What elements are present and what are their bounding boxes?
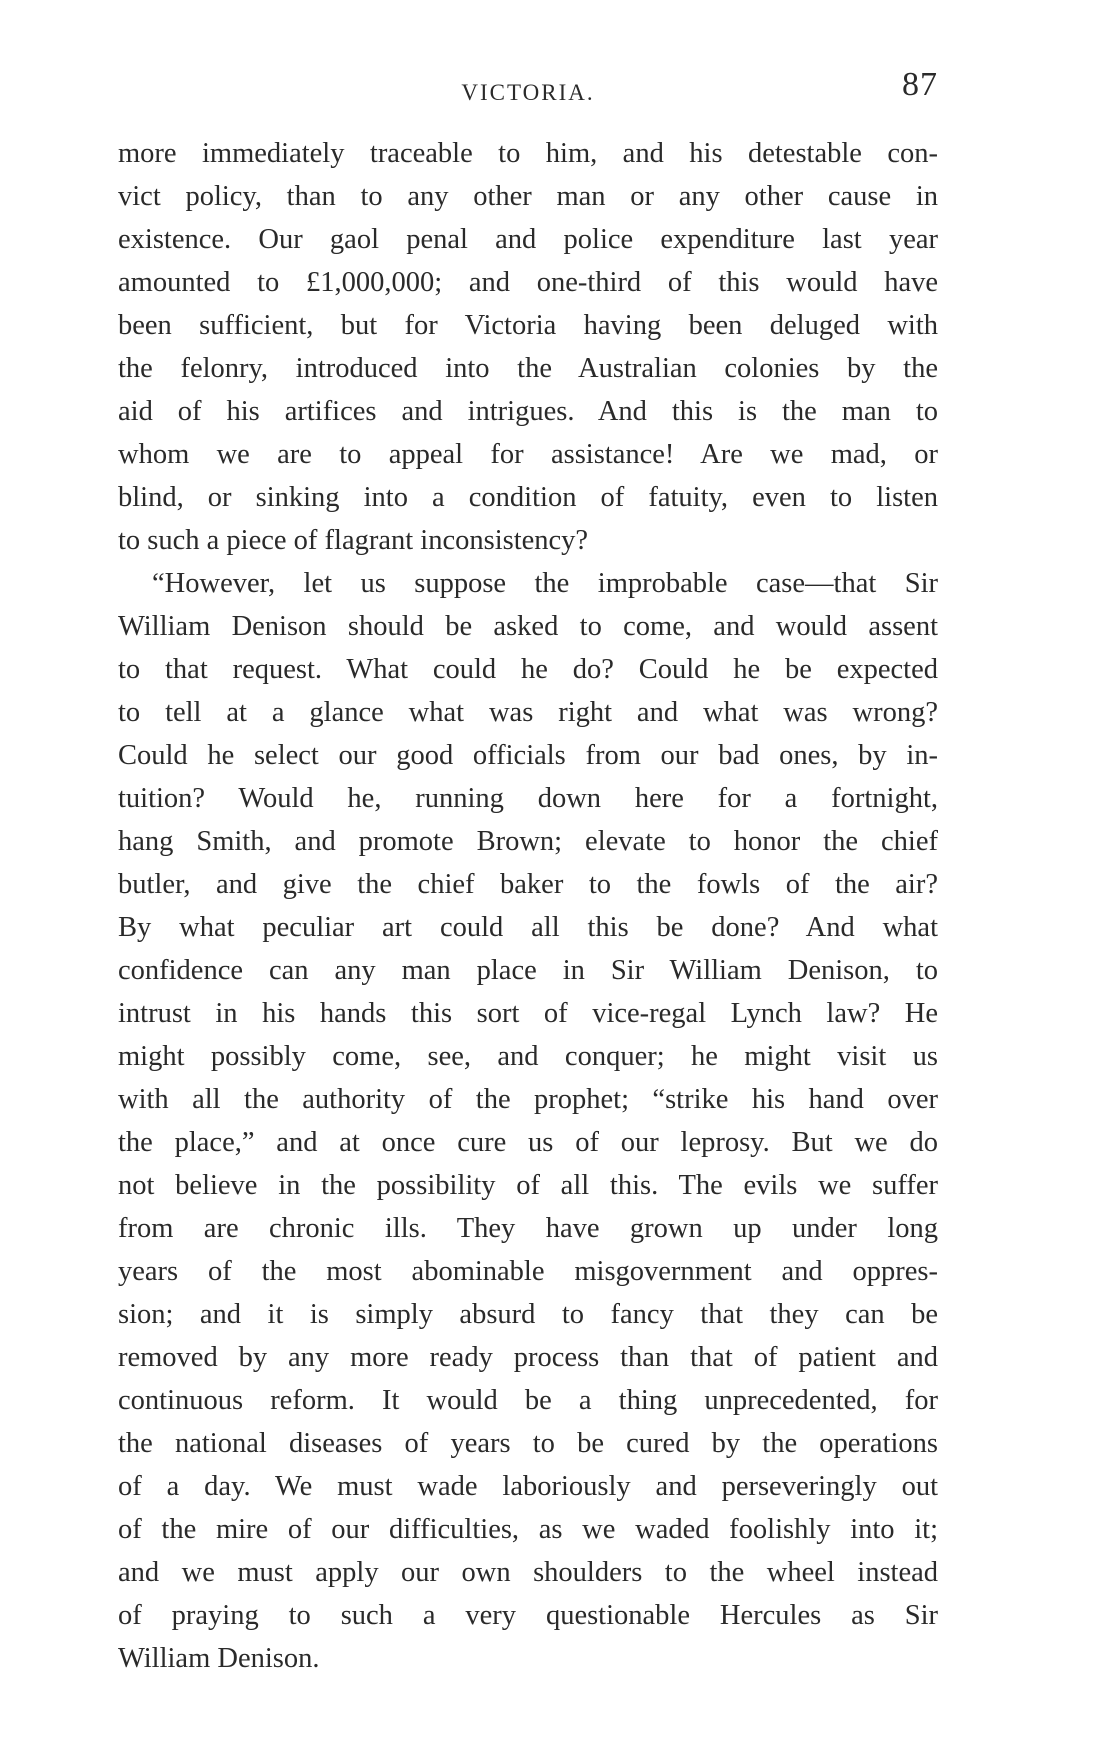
text-line: Could he select our good officials from our bad ones, by in- — [118, 740, 938, 771]
text-line: butler, and give the chief baker to the fowls of the air? — [118, 869, 938, 900]
text-line: confidence can any man place in Sir William Denison, to — [118, 955, 938, 986]
text-line: By what peculiar art could all this be done? And what — [118, 912, 938, 943]
text-line: amounted to £1,000,000; and one-third of this would have — [118, 267, 938, 298]
text-line: intrust in his hands this sort of vice-regal Lynch law? He — [118, 998, 938, 1029]
running-head — [118, 66, 938, 126]
text-line: blind, or sinking into a condition of fatuity, even to listen — [118, 482, 938, 513]
text-line: of the mire of our difficulties, as we waded foolishly into it; — [118, 1514, 938, 1545]
text-line: been sufficient, but for Victoria having been deluged with — [118, 310, 938, 341]
text-line: the place,” and at once cure us of our leprosy. But we do — [118, 1127, 938, 1158]
text-line: continuous reform. It would be a thing unprecedented, for — [118, 1385, 938, 1416]
text-line: of praying to such a very questionable Hercules as Sir — [118, 1600, 938, 1631]
text-line: William Denison should be asked to come, and would assent — [118, 611, 938, 642]
text-line: and we must apply our own shoulders to the wheel instead — [118, 1557, 938, 1588]
paragraph-2 — [118, 562, 938, 1680]
text-line: whom we are to appeal for assistance! Are we mad, or — [118, 439, 938, 470]
text-line: more immediately traceable to him, and his detestable con- — [118, 138, 938, 169]
text-line: with all the authority of the prophet; “strike his hand over — [118, 1084, 938, 1115]
text-line: years of the most abominable misgovernment and oppres- — [118, 1256, 938, 1287]
text-line: not believe in the possibility of all this. The evils we suffer — [118, 1170, 938, 1201]
text-line: removed by any more ready process than that of patient and — [118, 1342, 938, 1373]
text-line: existence. Our gaol penal and police expenditure last year — [118, 224, 938, 255]
text-line: hang Smith, and promote Brown; elevate to honor the chief — [118, 826, 938, 857]
text-line: “However, let us suppose the improbable case—that Sir — [152, 568, 938, 599]
text-line: might possibly come, see, and conquer; he might visit us — [118, 1041, 938, 1072]
page-number: 87 — [902, 66, 938, 103]
text-line: aid of his artifices and intrigues. And this is the man to — [118, 396, 938, 427]
body-text — [118, 132, 938, 1680]
running-title: VICTORIA. — [461, 80, 595, 105]
text-line: of a day. We must wade laboriously and perseveringly out — [118, 1471, 938, 1502]
text-line: the national diseases of years to be cured by the operations — [118, 1428, 938, 1459]
paragraph-1 — [118, 132, 938, 562]
text-line: from are chronic ills. They have grown up under long — [118, 1213, 938, 1244]
text-line: the felonry, introduced into the Australian colonies by the — [118, 353, 938, 384]
text-line: tuition? Would he, running down here for a fortnight, — [118, 783, 938, 814]
text-line: William Denison. — [118, 1643, 320, 1674]
text-line: sion; and it is simply absurd to fancy that they can be — [118, 1299, 938, 1330]
text-line: to such a piece of flagrant inconsistency? — [118, 525, 589, 556]
text-line: to that request. What could he do? Could he be expected — [118, 654, 938, 685]
text-line: to tell at a glance what was right and what was wrong? — [118, 697, 938, 728]
text-line: vict policy, than to any other man or any other cause in — [118, 181, 938, 212]
